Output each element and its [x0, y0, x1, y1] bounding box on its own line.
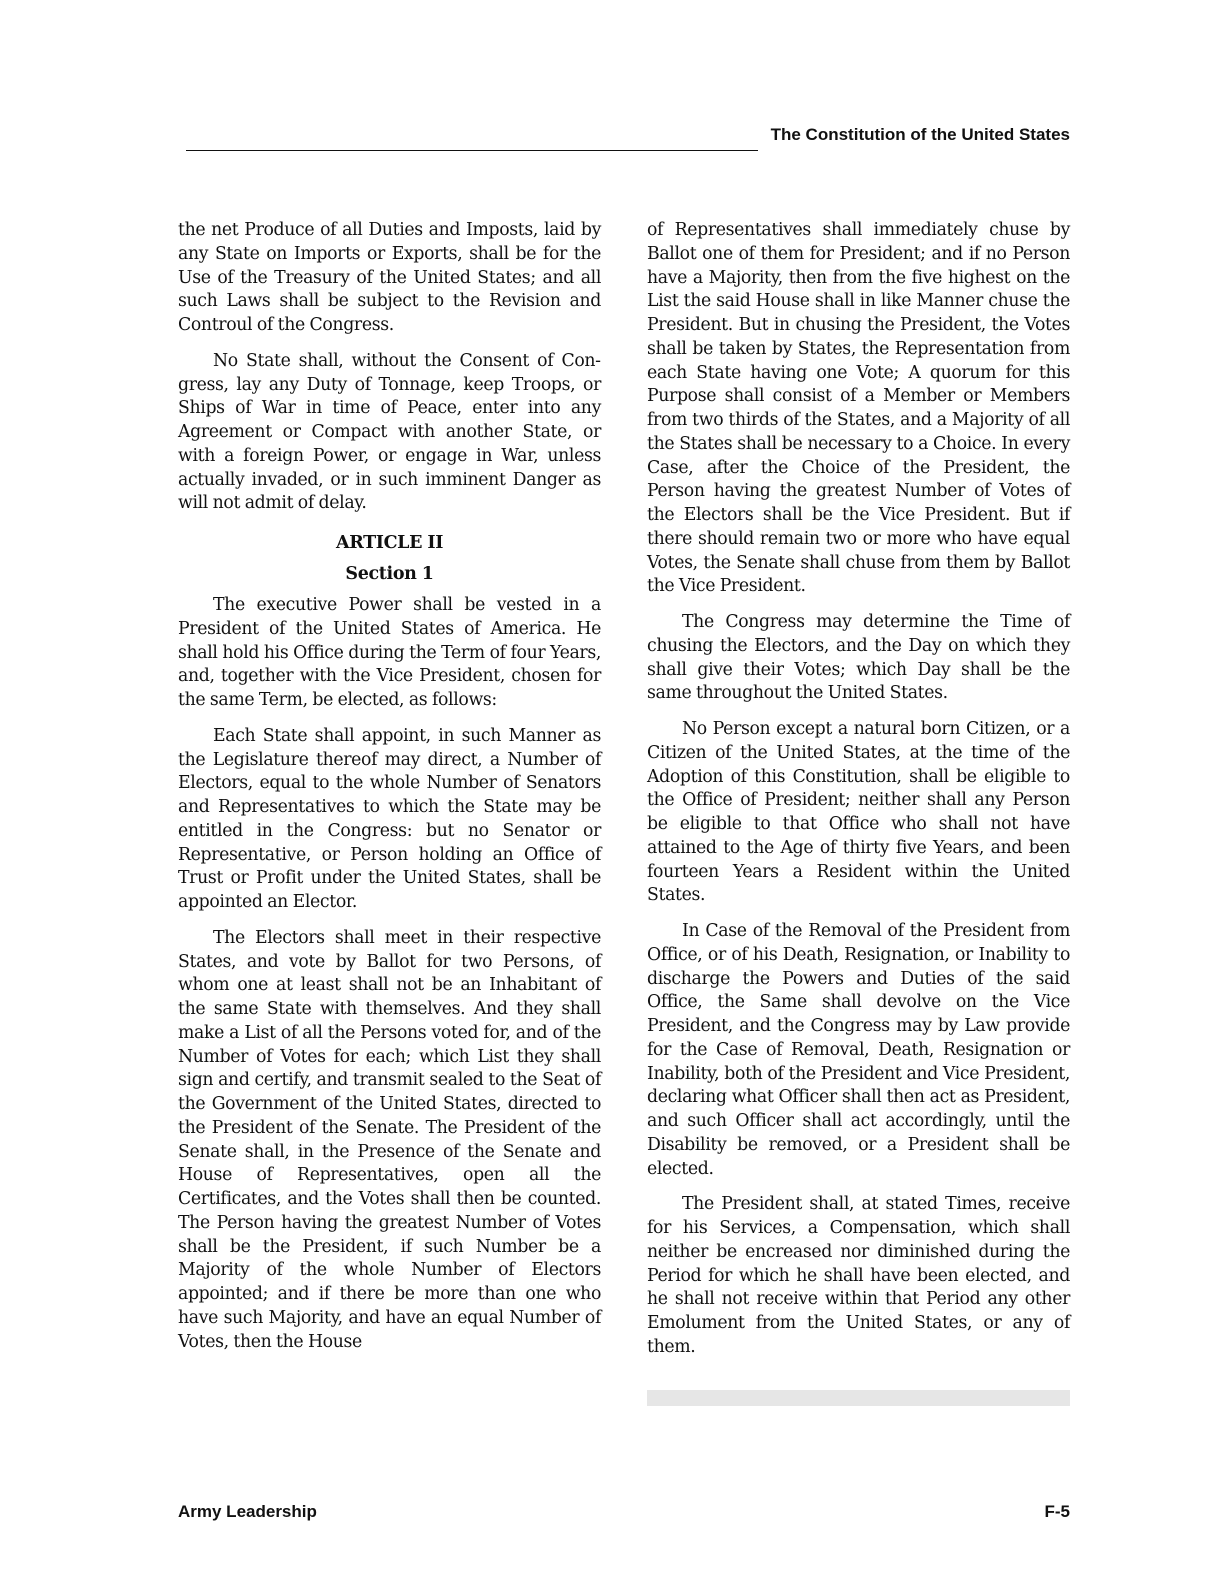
paragraph-electors-appointment: Each State shall appoint, in such Manner as the Legislature thereof may direct, a Number of Electors, equal to the whole Number of Senators and Representatives to which the State may be entitled in the Congress: but no Senator or Representative, or Person holding an Office of Trust or Profit under the United States, shall be appointed an Elector.: [178, 725, 601, 912]
paragraph-compensation: The President shall, at stated Times, receive for his Services, a Compensation, which shall neither be encreased nor diminished during the Period for which he shall have been elected, and he shall not receive within that Period any other Emolument from the United States, or any of them.: [647, 1194, 1070, 1357]
article-heading: ARTICLE II: [335, 533, 444, 553]
section-end-bar: [647, 1390, 1070, 1406]
footer-page-number: F-5: [1044, 1502, 1070, 1521]
paragraph-election-timing: The Congress may determine the Time of chusing the Electors, and the Day on which they shall give their Votes; which Day shall be the same throughout the United States.: [647, 612, 1070, 704]
paragraph-succession: In Case of the Removal of the President from Office, or of his Death, Resignation, or Inability to discharge the Powers and Duties of the said Office, the Same shall devolve on the Vice President, and the Congress may by Law provide for the Case of Removal, Death, Resignation or Inability, both of the President and Vice President, declaring what Officer shall then act as President, and such Officer shall act accordingly, until the Disability be removed, or a President shall be elected.: [647, 921, 1070, 1179]
right-column: [647, 219, 1070, 1372]
paragraph-continued: the net Produce of all Duties and Imposts, laid by any State on Imports or Exports, shall be for the Use of the Treasury of the United States; and all such Laws shall be subject to the Revision and Controul of the Congress.: [178, 220, 601, 335]
footer-publication: Army Leadership: [178, 1502, 317, 1521]
paragraph-electors-meeting: The Electors shall meet in their respective States, and vote by Ballot for two Persons, of whom one at least shall not be an Inhabitant of the same State with themselves. And they shall make a List of all the Persons voted for, and of the Number of Votes for each; which List they shall sign and certify, and transmit sealed to the Seat of the Government of the United States, directed to the President of the Senate. The President of the Senate shall, in the Presence of the Senate and House of Representatives, open all the Certificates, and the Votes shall then be counted. The Person having the greatest Number of Votes shall be the President, if such Number be a Majority of the whole Number of Electors appointed; and if there be more than one who have such Majority, and have an equal Number of Votes, then the House: [178, 927, 601, 1352]
section-heading: Section 1: [345, 564, 434, 584]
header-rule: [186, 150, 758, 151]
paragraph-state-restrictions: No State shall, without the Consent of Congress, lay any Duty of Tonnage, keep Troops, or Ships of War in time of Peace, enter into any Agreement or Compact with another State, or with a foreign Power, or engage in War, unless actually invaded, or in such imminent Danger as will not admit of delay.: [178, 350, 601, 514]
paragraph-eligibility: No Person except a natural born Citizen, or a Citizen of the United States, at the time of the Adoption of this Constitution, shall be eligible to the Office of President; neither shall any Person be eligible to that Office who shall not have attained to the Age of thirty five Years, and been fourteen Years a Resident within the United States.: [647, 719, 1070, 906]
paragraph-house-choice: of Representatives shall immediately chuse by Ballot one of them for President; and if no Person have a Majority, then from the five highest on the List the said House shall in like Manner chuse the President. But in chusing the President, the Votes shall be taken by States, the Representation from each State having one Vote; A quorum for this Purpose shall consist of a Member or Members from two thirds of the States, and a Majority of all the States shall be necessary to a Choice. In every Case, after the Choice of the President, the Person having the greatest Number of Votes of the Electors shall be the Vice President. But if there should remain two or more who have equal Votes, the Senate shall chuse from them by Ballot the Vice President.: [647, 220, 1070, 597]
left-column: [178, 219, 601, 1366]
running-header-title: The Constitution of the United States: [770, 125, 1070, 144]
paragraph-executive-power: The executive Power shall be vested in a President of the United States of America. He shall hold his Office during the Term of four Years, and, together with the Vice President, chosen for the same Term, be elected, as follows:: [178, 595, 601, 710]
